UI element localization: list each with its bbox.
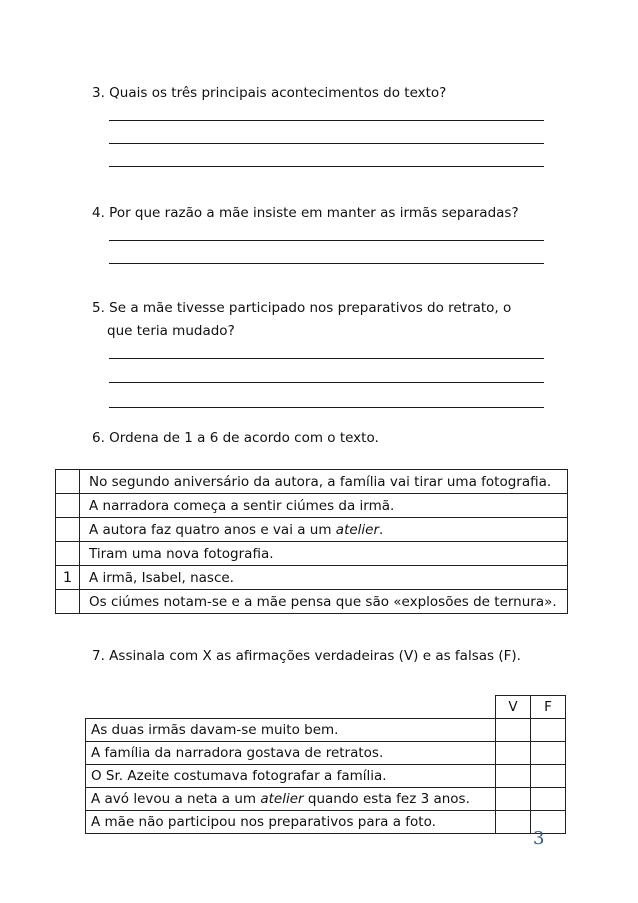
answer-line[interactable] [109,382,544,383]
column-v-header: V [496,696,531,719]
v-checkbox[interactable] [496,719,531,742]
table-row [86,719,566,742]
v-checkbox[interactable] [496,765,531,788]
f-checkbox[interactable] [531,742,566,765]
statement-text: A família da narradora gostava de retratos. [86,742,496,765]
question-5-line-2: que teria mudado? [107,323,235,339]
order-number-cell[interactable] [56,542,80,566]
table-row [56,518,568,542]
table-row [56,470,568,494]
table-row [56,494,568,518]
true-false-table [85,695,566,834]
event-text: No segundo aniversário da autora, a família vai tirar uma fotografia. [80,470,568,494]
order-number-cell[interactable] [56,494,80,518]
table-row [86,765,566,788]
table-row [86,742,566,765]
answer-line[interactable] [109,120,544,121]
event-text: Os ciúmes notam-se e a mãe pensa que são «explosões de ternura». [80,590,568,614]
answer-line[interactable] [109,166,544,167]
f-checkbox[interactable] [531,765,566,788]
event-text: A autora faz quatro anos e vai a um atelier. [80,518,568,542]
question-7: 7. Assinala com X as afirmações verdadeiras (V) e as falsas (F). [92,648,521,664]
statement-text: A avó levou a neta a um atelier quando esta fez 3 anos. [86,788,496,811]
statement-text: A mãe não participou nos preparativos para a foto. [86,811,496,834]
order-number-cell[interactable] [56,470,80,494]
page-number: 3 [533,828,545,849]
statement-text: O Sr. Azeite costumava fotografar a família. [86,765,496,788]
table-row [56,542,568,566]
order-number-cell[interactable] [56,518,80,542]
v-checkbox[interactable] [496,811,531,834]
f-checkbox[interactable] [531,719,566,742]
order-number-cell[interactable]: 1 [56,566,80,590]
event-text: Tiram uma nova fotografia. [80,542,568,566]
question-5-line-1: 5. Se a mãe tivesse participado nos preparativos do retrato, o [92,300,512,316]
answer-line[interactable] [109,240,544,241]
event-text: A narradora começa a sentir ciúmes da irmã. [80,494,568,518]
event-text: A irmã, Isabel, nasce. [80,566,568,590]
italic-word: atelier [260,791,304,807]
question-4: 4. Por que razão a mãe insiste em manter as irmãs separadas? [92,205,519,221]
table-row [56,590,568,614]
question-6: 6. Ordena de 1 a 6 de acordo com o texto. [92,430,379,446]
column-f-header: F [531,696,566,719]
italic-word: atelier [335,521,380,538]
answer-line[interactable] [109,143,544,144]
v-checkbox[interactable] [496,742,531,765]
table-header-row [86,696,566,719]
ordering-table [55,469,568,614]
answer-line[interactable] [109,358,544,359]
answer-line[interactable] [109,263,544,264]
order-number-cell[interactable] [56,590,80,614]
answer-line[interactable] [109,407,544,408]
statement-text: As duas irmãs davam-se muito bem. [86,719,496,742]
table-row [86,811,566,834]
v-checkbox[interactable] [496,788,531,811]
table-row [56,566,568,590]
table-row [86,788,566,811]
question-3: 3. Quais os três principais acontecimentos do texto? [92,85,447,101]
f-checkbox[interactable] [531,788,566,811]
header-blank [86,696,496,719]
